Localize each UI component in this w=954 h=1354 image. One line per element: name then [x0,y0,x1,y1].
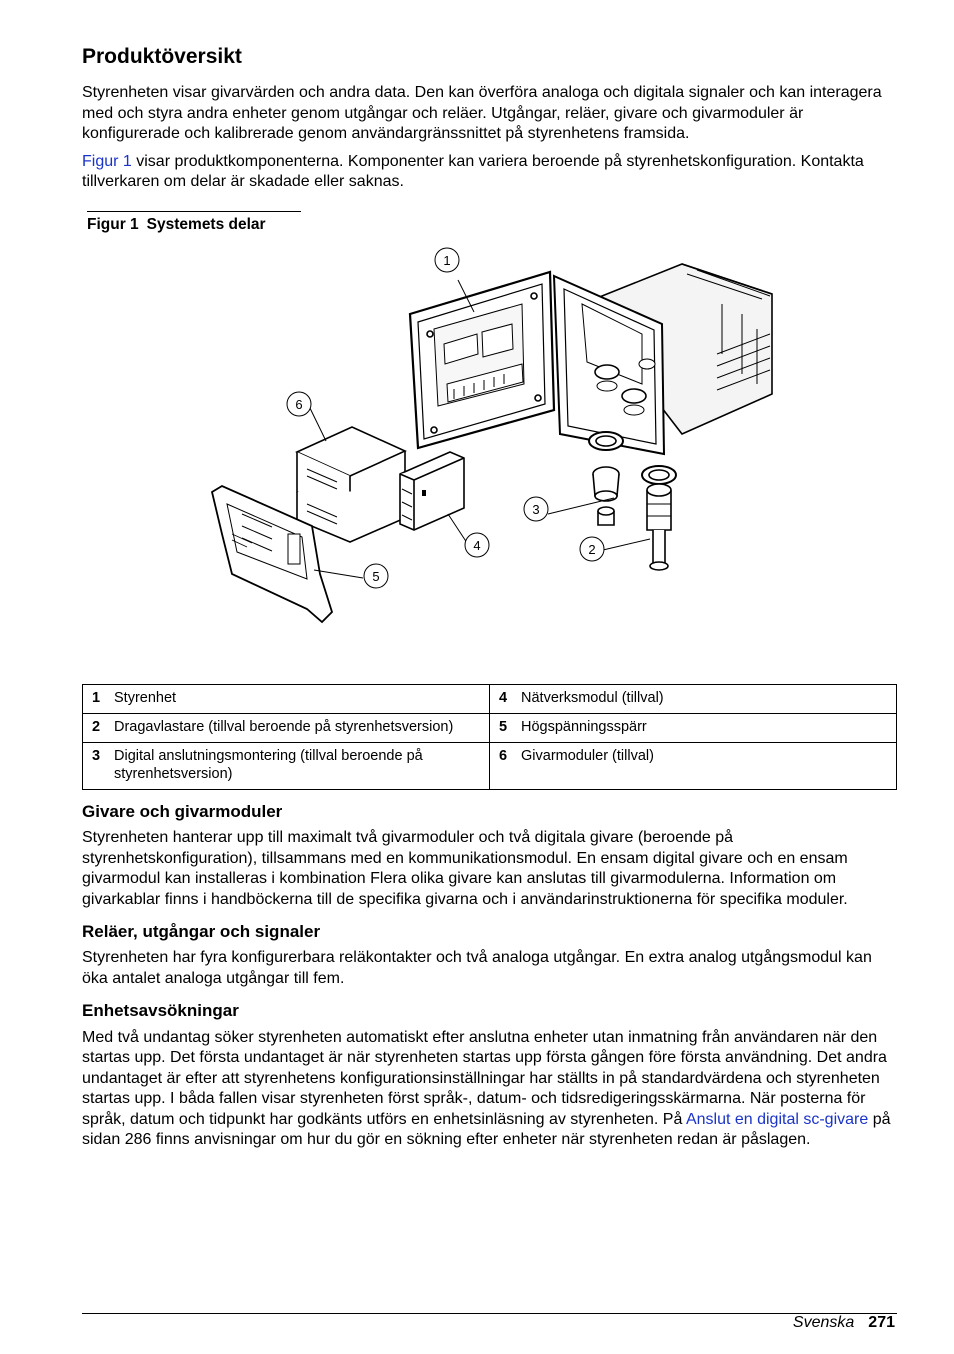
legend-text: Högspänningsspärr [521,718,647,735]
callout-5: 5 [372,568,380,584]
figure-reference-paragraph [82,152,897,193]
section-heading: Enhetsavsökningar [82,1001,239,1021]
section-enhetsavsokningar [82,1001,897,1150]
page-title: Produktöversikt [82,45,242,68]
figure-1-link[interactable]: Figur 1 [82,152,132,170]
legend-text: Styrenhet [114,689,177,706]
legend-number: 4 [499,689,508,706]
figure-reference-text: visar produktkomponenterna. Komponenter kan variera beroende på styrenhetskonfiguration. Kontakta tillverkaren om delar är skadade eller saknas. [82,152,864,191]
footer-language: Svenska [792,1314,855,1331]
system-parts-illustration [82,234,897,684]
section-body: Styrenheten har fyra konfigurerbara reläkontakter och två analoga utgångar. En extra analog utgångsmodul kan öka antalet analoga utgångar till fem. [82,949,872,987]
legend-row [83,684,897,713]
page-number: 271 [868,1314,895,1331]
page-content [82,44,897,1158]
digital-connection-fitting [589,432,623,525]
figure-label: Figur 1 [87,215,139,233]
legend-number: 1 [92,689,101,706]
section-relaer [82,922,897,989]
digital-sc-sensor-link[interactable]: Anslut en digital sc-givare [685,1110,869,1128]
legend-text: Nätverksmodul (tillval) [521,689,664,706]
section-body: Styrenheten hanterar upp till maximalt två givarmoduler och två digitala givare (beroende på styrenhetskonfiguration), tillsammans med en kommunikationsmodul. En ensam digital givare och en ensam givarmodul kan installeras i kombination Flera olika givare kan anslutas till givarmodulerna. Information om givarkablar finns i handböckerna till de specifika givarna och i användarinstruktionerna för specifika moduler. [82,829,848,908]
figure-caption [87,211,301,234]
callout-2: 2 [588,541,596,557]
callout-3: 3 [532,501,540,517]
figure-title: Systemets delar [146,215,266,233]
section-heading: Reläer, utgångar och signaler [82,922,321,942]
callout-1: 1 [443,252,451,268]
legend-number: 6 [499,747,508,764]
legend-number: 3 [92,747,101,764]
figure-legend-table [82,684,897,790]
legend-row [83,713,897,742]
strain-relief [642,466,676,570]
section-body: Med två undantag söker styrenheten automatiskt efter anslutna enheter utan inmatning från användaren när den startas upp. Det första undantaget är när styrenheten startas upp första gången före första användning. Det andra undantaget är efter att styrenhetens konfigurationsinställningar har ställts in på standardvärdena och styrenheten startas upp. I båda fallen visar styrenheten först språk-, datum- och tidsredigeringsskärmarna. När posterna för språk, datum och tidpunkt har godkänts utförs en enhetsinläsning av styrenheten. På Anslut en digital sc-givare på sidan 286 finns anvisningar om hur du gör en sökning efter enheter när styrenheten redan är påslagen. [82,1028,891,1149]
controller-enclosure [410,272,554,448]
page-footer [82,1313,897,1331]
legend-number: 5 [499,718,508,735]
legend-text: Digital anslutningsmontering (tillval beroende på styrenhetsversion) [114,747,423,782]
callout-6: 6 [295,396,303,412]
callout-4: 4 [473,537,481,553]
section-givare [82,802,897,910]
intro-paragraph: Styrenheten visar givarvärden och andra data. Den kan överföra analoga och digitala signaler och kan interagera med och styra andra enheter genom utgångar och reläer. Utgångar, reläer, givare och givarmoduler är konfigurerade och kalibrerade genom användargränssnittet på styrenhetens framsida. [82,84,882,143]
sensor-modules [297,427,405,542]
legend-text: Givarmoduler (tillval) [521,747,654,764]
legend-text: Dragavlastare (tillval beroende på styrenhetsversion) [114,718,454,735]
network-module [400,452,464,530]
section-heading: Givare och givarmoduler [82,801,283,821]
legend-number: 2 [92,718,101,735]
legend-row [83,742,897,789]
